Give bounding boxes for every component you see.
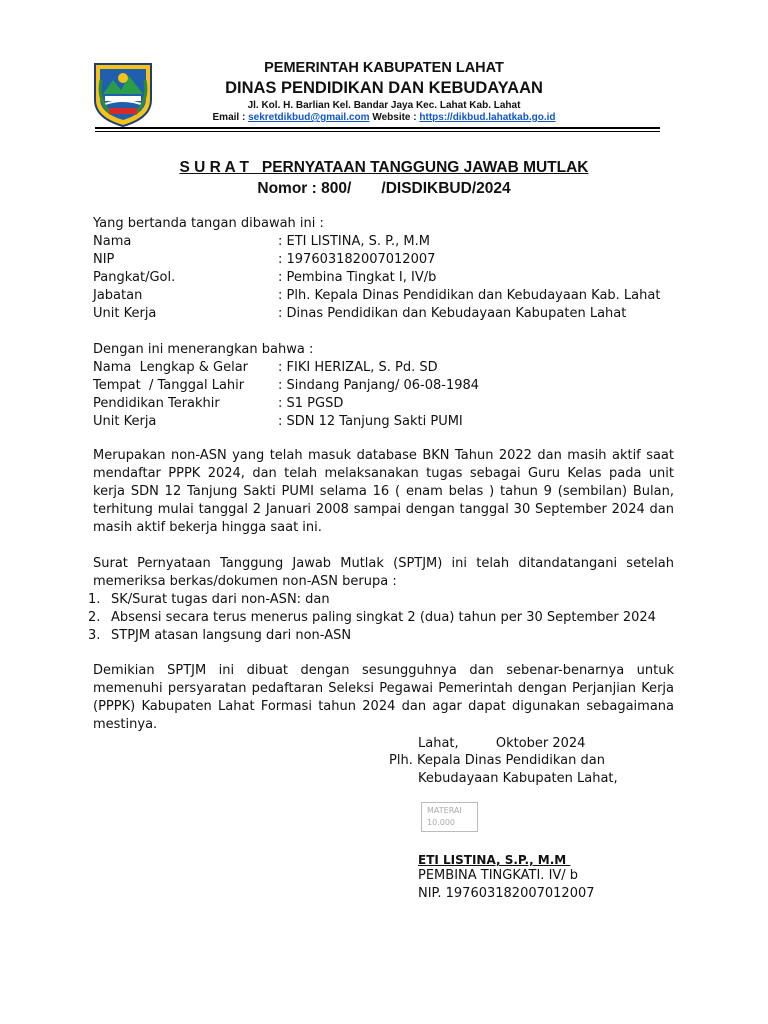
- subject-value-education: : S1 PGSD: [278, 396, 344, 411]
- signer-label-nip: NIP: [93, 252, 115, 267]
- subject-value-name: : FIKI HERIZAL, S. Pd. SD: [278, 360, 438, 375]
- materai-stamp-box: [421, 802, 478, 832]
- website-link[interactable]: https://dikbud.lahatkab.go.id: [419, 112, 556, 123]
- signature-role-line2: Kebudayaan Kabupaten Lahat,: [418, 771, 618, 786]
- subject-label-name: Nama Lengkap & Gelar: [93, 360, 249, 375]
- letterhead-rule-thick: [95, 127, 660, 129]
- letterhead-rule-thin: [95, 131, 660, 132]
- email-link[interactable]: sekretdikbud@gmail.com: [248, 112, 370, 123]
- subject-value-unit: : SDN 12 Tanjung Sakti PUMI: [278, 414, 463, 429]
- signature-name: ETI LISTINA, S.P., M.M: [418, 853, 571, 867]
- document-title: S U R A T PERNYATAAN TANGGUNG JAWAB MUTLAK: [179, 159, 589, 176]
- statement-paragraph: Merupakan non-ASN yang telah masuk database BKN Tahun 2022 dan masih aktif saat mendaftar PPPK 2024, dan telah melaksanakan tugas sebagai Guru Kelas pada unit kerja SDN 12 Tanjung Sakti PUMI selama 16 ( enam belas ) tahun 9 (sembilan) Bulan, terhitung mulai tanggal 2 Januari 2008 sampai dengan tanggal 30 September 2024 dan masih aktif bekerja hingga saat ini.: [93, 448, 674, 535]
- list-item-number: 2.: [88, 610, 101, 625]
- list-item-number: 3.: [88, 628, 101, 643]
- letterhead-address: Jl. Kol. H. Barlian Kel. Bandar Jaya Kec. Lahat Kab. Lahat: [247, 100, 521, 111]
- documents-paragraph: Surat Pernyataan Tanggung Jawab Mutlak (SPTJM) ini telah ditandatangani setelah memeriksa berkas/dokumen non-ASN berupa :: [93, 556, 674, 589]
- subject-label-unit: Unit Kerja: [93, 414, 157, 429]
- list-item: STPJM atasan langsung dari non-ASN: [111, 628, 352, 643]
- list-item-number: 1.: [88, 592, 101, 607]
- signer-label-rank: Pangkat/Gol.: [93, 270, 176, 285]
- subject-intro: Dengan ini menerangkan bahwa :: [93, 342, 314, 357]
- website-label: Website :: [369, 112, 420, 123]
- signer-label-position: Jabatan: [93, 288, 143, 303]
- list-item: Absensi secara terus menerus paling singkat 2 (dua) tahun per 30 September 2024: [111, 610, 656, 625]
- list-item: SK/Surat tugas dari non-ASN: dan: [111, 592, 330, 607]
- letterhead-government: PEMERINTAH KABUPATEN LAHAT: [264, 60, 504, 76]
- signer-label-unit: Unit Kerja: [93, 306, 157, 321]
- letterhead-contact: [0, 112, 768, 123]
- signer-value-nip: : 197603182007012007: [278, 252, 436, 267]
- closing-paragraph: Demikian SPTJM ini dibuat dengan sesungguhnya dan sebenar-benarnya untuk memenuhi persyaratan pedaftaran Seleksi Pegawai Pemerintah dengan Perjanjian Kerja (PPPK) Kabupaten Lahat Formasi tahun 2024 dan agar dapat digunakan sebagaimana mestinya.: [93, 663, 674, 732]
- signature-nip: NIP. 197603182007012007: [418, 886, 595, 901]
- letterhead-agency: DINAS PENDIDIKAN DAN KEBUDAYAAN: [225, 79, 543, 97]
- subject-value-birth: : Sindang Panjang/ 06-08-1984: [278, 378, 480, 393]
- signature-rank: PEMBINA TINGKATI. IV/ b: [418, 868, 579, 883]
- materai-value: 10.000: [427, 818, 455, 827]
- email-label: Email :: [212, 112, 249, 123]
- signer-label-name: Nama: [93, 234, 132, 249]
- signer-value-name: : ETI LISTINA, S. P., M.M: [278, 234, 430, 249]
- signer-value-unit: : Dinas Pendidikan dan Kebudayaan Kabupaten Lahat: [278, 306, 627, 321]
- subject-label-education: Pendidikan Terakhir: [93, 396, 220, 411]
- signer-value-rank: : Pembina Tingkat I, IV/b: [278, 270, 437, 285]
- materai-label: MATERAI: [427, 806, 462, 815]
- signer-value-position: : Plh. Kepala Dinas Pendidikan dan Kebudayaan Kab. Lahat: [278, 288, 661, 303]
- subject-label-birth: Tempat / Tanggal Lahir: [93, 378, 245, 393]
- document-number: Nomor : 800/ /DISDIKBUD/2024: [257, 180, 511, 197]
- signature-place-date: Lahat, Oktober 2024: [418, 736, 586, 751]
- signer-intro: Yang bertanda tangan dibawah ini :: [93, 216, 324, 231]
- signature-role-line1: Plh. Kepala Dinas Pendidikan dan: [389, 753, 605, 768]
